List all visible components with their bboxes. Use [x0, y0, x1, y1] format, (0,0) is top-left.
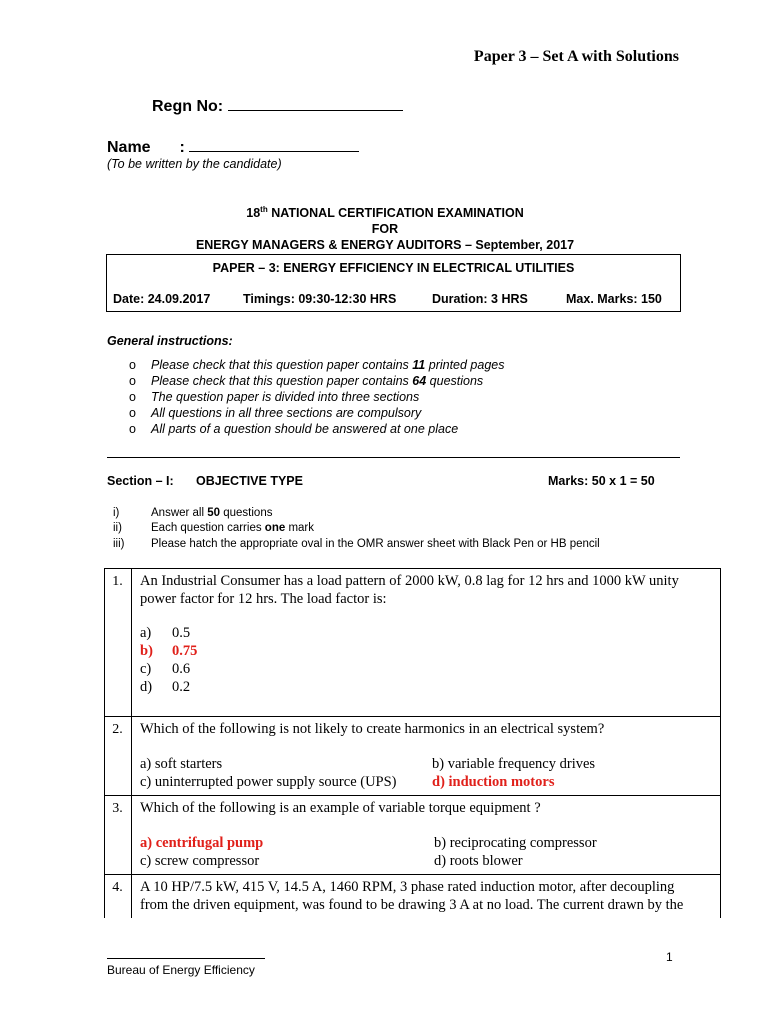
- page-number: 1: [666, 950, 673, 964]
- option-a-correct: a) centrifugal pump: [140, 835, 264, 851]
- exam-title-line3: ENERGY MANAGERS & ENERGY AUDITORS – September, 2017: [195, 238, 575, 252]
- exam-title-rest: NATIONAL CERTIFICATION EXAMINATION: [267, 206, 524, 221]
- question-number: 4.: [112, 880, 123, 895]
- question-number: 3.: [112, 801, 123, 816]
- question-text: An Industrial Consumer has a load pattern of 2000 kW, 0.8 lag for 12 hrs and 1000 kW unity: [140, 573, 679, 589]
- question-text: power factor for 12 hrs. The load factor is:: [140, 591, 387, 607]
- exam-max-marks: Max. Marks: 150: [566, 292, 662, 306]
- question-text: Which of the following is an example of variable torque equipment ?: [140, 800, 541, 816]
- section-divider: [107, 457, 680, 458]
- option-b: b) reciprocating compressor: [434, 835, 597, 851]
- regn-no-label: Regn No:: [152, 98, 224, 115]
- row-divider: [104, 795, 721, 796]
- question-text: Which of the following is not likely to create harmonics in an electrical system?: [140, 721, 605, 737]
- name-colon: :: [179, 139, 185, 156]
- exam-date: Date: 24.09.2017: [113, 292, 211, 306]
- exam-number: 18: [246, 206, 261, 221]
- name-blank[interactable]: [189, 136, 359, 152]
- option-a: a) soft starters: [140, 756, 223, 772]
- paper-title: PAPER – 3: ENERGY EFFICIENCY IN ELECTRICAL UTILITIES: [212, 261, 575, 275]
- option-c: c) screw compressor: [140, 853, 260, 869]
- option-d-correct: d) induction motors: [432, 774, 555, 790]
- question-number-column-rule: [131, 568, 132, 918]
- footer-rule: [107, 958, 265, 959]
- section-title: Section – I:: [107, 474, 174, 488]
- name-label: Name: [107, 139, 151, 156]
- regn-no-blank[interactable]: [228, 95, 403, 111]
- question-text: from the driven equipment, was found to be drawing 3 A at no load. The current drawn by the: [140, 897, 684, 913]
- option-b: b) variable frequency drives: [432, 756, 596, 772]
- candidate-note: (To be written by the candidate): [107, 157, 282, 171]
- regn-no-field[interactable]: [152, 95, 403, 116]
- exam-title-line1: [0, 205, 770, 220]
- option-d: d) roots blower: [434, 853, 523, 869]
- question-number: 2.: [112, 722, 123, 737]
- question-text: A 10 HP/7.5 kW, 415 V, 14.5 A, 1460 RPM, 3 phase rated induction motor, after decoupling: [140, 879, 675, 895]
- row-divider: [104, 874, 721, 875]
- name-field[interactable]: [107, 136, 359, 157]
- footer-organization: Bureau of Energy Efficiency: [107, 963, 255, 977]
- row-divider: [104, 716, 721, 717]
- question-number: 1.: [112, 574, 123, 589]
- section-marks: Marks: 50 x 1 = 50: [548, 474, 655, 488]
- page-header-title: Paper 3 – Set A with Solutions: [473, 48, 679, 65]
- exam-number-suffix: th: [260, 205, 268, 214]
- paper-info-box: [106, 254, 681, 312]
- general-instructions-title: General instructions:: [107, 334, 233, 348]
- exam-title-line2: FOR: [371, 222, 399, 236]
- section-type: OBJECTIVE TYPE: [196, 474, 303, 488]
- exam-duration: Duration: 3 HRS: [432, 292, 528, 306]
- exam-timings: Timings: 09:30-12:30 HRS: [243, 292, 397, 306]
- option-c: c) uninterrupted power supply source (UPS): [140, 774, 397, 790]
